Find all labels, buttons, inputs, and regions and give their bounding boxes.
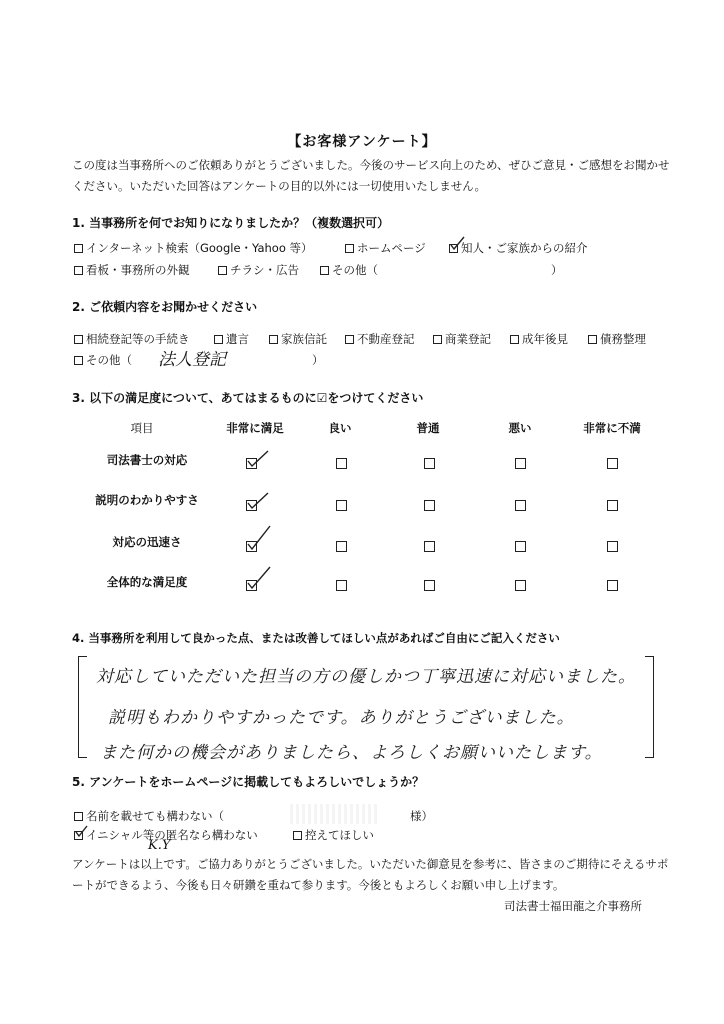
q2-option-real-estate[interactable]: 不動産登記: [345, 331, 415, 347]
q2-option-debt[interactable]: 債務整理: [588, 331, 646, 347]
check-mark-icon: [246, 491, 270, 509]
rating-checkbox[interactable]: [424, 458, 435, 469]
check-mark-icon: [246, 571, 270, 589]
q5-option-name[interactable]: 名前を載せても構わない（: [74, 808, 224, 824]
checkbox[interactable]: [74, 266, 83, 275]
checkbox[interactable]: [74, 356, 83, 365]
comment-line: 説明もわかりやすかったです。ありがとうございました。: [108, 708, 575, 728]
q1-option-referral[interactable]: 知人・ご家族からの紹介: [449, 240, 588, 256]
q2-option-guardianship[interactable]: 成年後見: [510, 331, 568, 347]
q2-option-other[interactable]: その他（: [74, 352, 132, 368]
checkbox[interactable]: [74, 335, 83, 344]
rating-checkbox[interactable]: [336, 580, 347, 591]
check-mark-icon: [450, 236, 472, 252]
office-name: 司法書士福田龍之介事務所: [504, 899, 642, 913]
rating-checkbox[interactable]: [515, 500, 526, 511]
rating-checkbox[interactable]: [515, 541, 526, 552]
q5-initials-handwritten: K.Y: [148, 838, 171, 853]
checkbox[interactable]: [269, 335, 278, 344]
rating-checkbox[interactable]: [336, 541, 347, 552]
rating-checkbox[interactable]: [336, 500, 347, 511]
q5-name-suffix: 様）: [410, 809, 433, 823]
col-average: 普通: [416, 421, 440, 435]
checkbox[interactable]: [588, 335, 597, 344]
q1-other-close: ）: [551, 263, 563, 277]
rating-checkbox[interactable]: [515, 458, 526, 469]
q1-option-signboard[interactable]: 看板・事務所の外観: [74, 262, 190, 278]
rating-checkbox-checked[interactable]: [246, 458, 257, 469]
comment-bracket-left: [78, 656, 87, 758]
q1-heading: 1. 当事務所を何でお知りになりましたか？（複数選択可）: [72, 216, 390, 230]
checkbox[interactable]: [510, 335, 519, 344]
rating-checkbox[interactable]: [424, 541, 435, 552]
rating-checkbox[interactable]: [515, 580, 526, 591]
q3-heading: 3. 以下の満足度について、あてはまるものに☑をつけてください: [72, 391, 424, 405]
rating-checkbox-checked[interactable]: [246, 580, 257, 591]
col-bad: 悪い: [508, 421, 532, 435]
rating-checkbox[interactable]: [607, 580, 618, 591]
checkbox[interactable]: [74, 812, 83, 821]
rating-checkbox[interactable]: [607, 500, 618, 511]
rating-checkbox[interactable]: [424, 580, 435, 591]
row-label: 説明のわかりやすさ: [95, 493, 199, 507]
row-label: 司法書士の対応: [106, 453, 188, 467]
checkbox-checked[interactable]: [74, 831, 83, 840]
checkbox[interactable]: [345, 335, 354, 344]
survey-title: 【お客様アンケート】: [287, 134, 437, 150]
row-label: 全体的な満足度: [106, 575, 188, 589]
row-label: 対応の迅速さ: [112, 535, 182, 549]
col-good: 良い: [328, 421, 352, 435]
q1-option-internet[interactable]: インターネット検索（Google・Yahoo 等）: [74, 240, 313, 256]
checkbox-checked[interactable]: [449, 244, 458, 253]
q1-option-other[interactable]: その他（: [320, 262, 378, 278]
redacted-name: [290, 804, 380, 824]
check-mark-icon: [246, 449, 270, 467]
col-very-dissatisfied: 非常に不満: [583, 421, 641, 435]
q5-heading: 5. アンケートをホームページに掲載してもよろしいでしょうか？: [72, 775, 425, 789]
checkbox[interactable]: [293, 831, 302, 840]
closing-text: アンケートは以上です。ご協力ありがとうございました。いただいた御意見を参考に、皆さまのご期待にそえるサポートができるよう、今後も日々研鑽を重ねて参ります。今後ともよろしくお願い申し上げます。: [72, 857, 669, 892]
q5-option-initial[interactable]: イニシャル等の匿名なら構わない: [74, 827, 258, 843]
comment-line: また何かの機会がありましたら、よろしくお願いいたします。: [100, 743, 603, 763]
q5-option-decline[interactable]: 控えてほしい: [293, 827, 374, 843]
rating-checkbox[interactable]: [424, 500, 435, 511]
checkbox[interactable]: [218, 266, 227, 275]
q2-option-family-trust[interactable]: 家族信託: [269, 331, 327, 347]
q4-heading: 4. 当事務所を利用して良かった点、または改善してほしい点があればご自由にご記入ください: [72, 631, 560, 645]
rating-checkbox-checked[interactable]: [246, 541, 257, 552]
q2-option-inheritance[interactable]: 相続登記等の手続き: [74, 331, 190, 347]
q1-option-homepage[interactable]: ホームページ: [345, 240, 426, 256]
comment-line: 対応していただいた担当の方の優しかつ丁寧迅速に対応いました。: [96, 667, 636, 687]
q2-other-handwritten: 法人登記: [158, 350, 226, 370]
q2-option-commercial[interactable]: 商業登記: [433, 331, 491, 347]
q1-option-flyer[interactable]: チラシ・広告: [218, 262, 299, 278]
q2-option-will[interactable]: 遺言: [214, 331, 249, 347]
col-very-satisfied: 非常に満足: [226, 421, 284, 435]
rating-checkbox-checked[interactable]: [246, 500, 257, 511]
checkbox[interactable]: [214, 335, 223, 344]
rating-checkbox[interactable]: [607, 458, 618, 469]
checkbox[interactable]: [320, 266, 329, 275]
col-item: 項目: [130, 421, 154, 435]
q2-heading: 2. ご依頼内容をお聞かせください: [72, 300, 258, 314]
checkbox[interactable]: [345, 244, 354, 253]
rating-checkbox[interactable]: [607, 541, 618, 552]
check-mark-icon: [246, 532, 270, 550]
rating-checkbox[interactable]: [336, 458, 347, 469]
comment-bracket-right: [645, 656, 654, 758]
intro-text: この度は当事務所へのご依頼ありがとうございました。今後のサービス向上のため、ぜひご意見・ご感想をお聞かせください。いただいた回答はアンケートの目的以外には一切使用いたしません。: [72, 158, 670, 193]
q2-other-close: ）: [312, 353, 324, 367]
checkbox[interactable]: [74, 244, 83, 253]
check-mark-icon: [75, 823, 97, 839]
checkbox[interactable]: [433, 335, 442, 344]
